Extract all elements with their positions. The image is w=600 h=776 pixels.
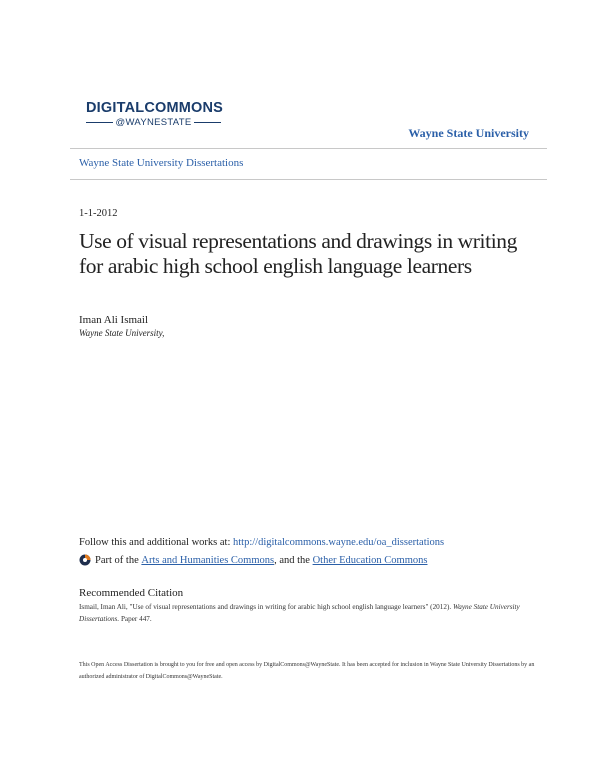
author-affiliation: Wayne State University, xyxy=(79,328,165,338)
series-link[interactable]: Wayne State University Dissertations xyxy=(79,157,244,169)
logo-rule-left xyxy=(86,122,113,123)
part-middle: , and the xyxy=(274,554,310,566)
collection-url-link[interactable]: http://digitalcommons.wayne.edu/oa_dissertations xyxy=(233,537,445,548)
logo-line2-row xyxy=(86,117,221,128)
logo-rule-right xyxy=(194,122,221,123)
follow-line xyxy=(79,537,444,548)
series-divider xyxy=(70,179,547,180)
citation-heading: Recommended Citation xyxy=(79,587,184,599)
publication-date: 1-1-2012 xyxy=(79,208,118,219)
follow-prefix: Follow this and additional works at: xyxy=(79,537,231,548)
part-prefix: Part of the xyxy=(95,554,139,566)
logo-line1: DIGITALCOMMONS xyxy=(86,100,224,116)
logo-line2: @WAYNESTATE xyxy=(115,117,192,128)
digitalcommons-logo[interactable] xyxy=(86,100,224,128)
document-title: Use of visual representations and drawings in writing for arabic high school english language learners xyxy=(79,229,517,278)
part-of-line xyxy=(79,554,427,566)
author-name: Iman Ali Ismail xyxy=(79,314,149,326)
open-access-notice: This Open Access Dissertation is brought to you for free and open access by DigitalCommons@WayneState. It has been accepted for inclusion in Wayne State University Dissertations by an authorized administrator of DigitalCommons@WayneState. xyxy=(79,662,535,680)
citation-paper: Paper 447. xyxy=(120,615,152,623)
header-divider xyxy=(70,148,547,149)
arts-humanities-commons-link[interactable]: Arts and Humanities Commons xyxy=(141,554,275,566)
institution-link[interactable]: Wayne State University xyxy=(408,126,529,140)
citation-series: Wayne State University Dissertations. xyxy=(79,603,520,623)
citation-text xyxy=(79,601,539,625)
network-commons-icon xyxy=(79,554,91,566)
other-education-commons-link[interactable]: Other Education Commons xyxy=(312,554,428,566)
citation-main: Ismail, Iman Ali, "Use of visual representations and drawings in writing for arabic high school english language learners" (2012). xyxy=(79,603,452,611)
